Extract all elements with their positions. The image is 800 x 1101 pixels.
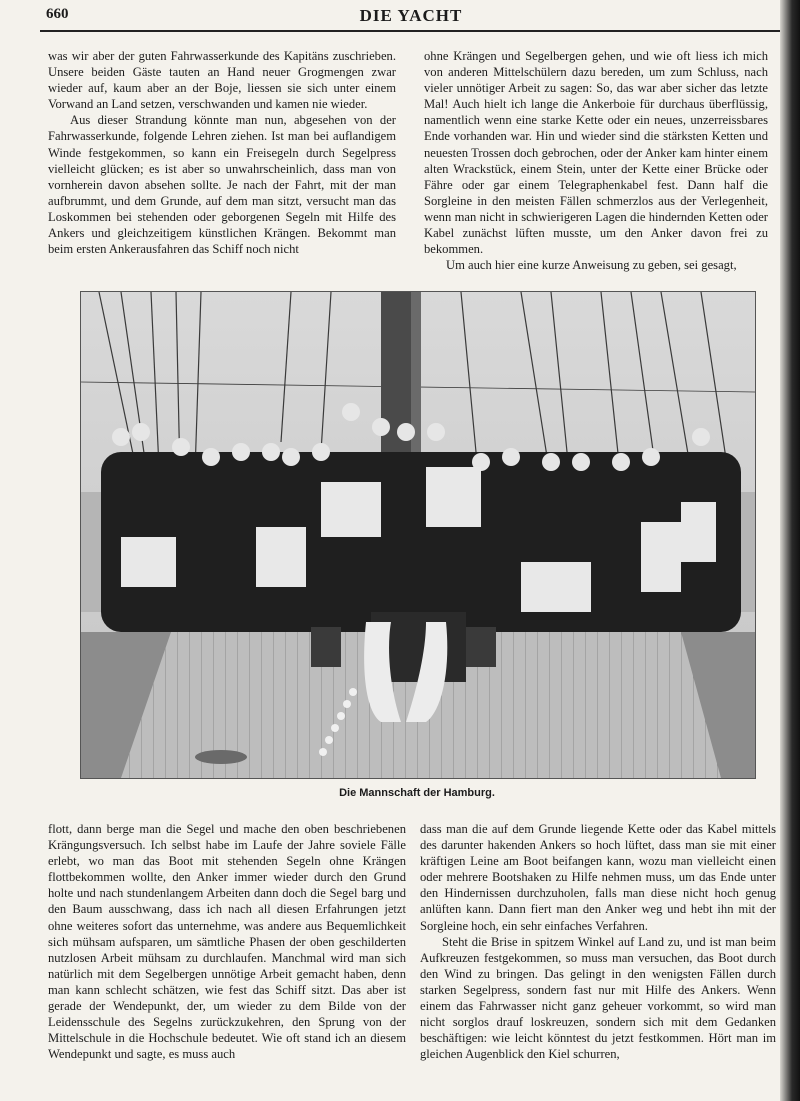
paragraph: ohne Krängen und Segelbergen gehen, und wie oft liess ich mich von anderen Mittelschülern dazu bereden, um zum Schluss, nach vieler unnötiger Arbeit zu sagen: So, das war aber sicher das letzte Mal! Auch hielt ich lange die Ankerboie für durchaus überflüssig, namentlich wenn eine starke Kette oder ein neues, unzerreissbares Ende vorhanden war. Hin und wieder sind die stärksten Ketten und neuesten Trossen doch gebrochen, oder der Anker kam hinter einem alten Wrackstück, einem Stein, unter der Kette einer Brücke oder Fähre oder gar einem Telegraphenkabel fest. Dann half die Sorgleine in den meisten Fällen schmerzlos aus der Verlegenheit, wenn man nicht in schwierigeren Lagen die hindernden Ketten oder Kabel zunächst lüften musste, um den Anker davon frei zu bekommen. (424, 49, 768, 257)
page-number: 660 (46, 6, 69, 22)
crew-photo (80, 291, 756, 779)
photo-caption: Die Mannschaft der Hamburg. (339, 787, 495, 799)
paragraph: Steht die Brise in spitzem Winkel auf Land zu, und ist man beim Aufkreuzen festgekommen, so muss man versuchen, das Boot durch den Wind zu bringen. Das gelingt in den wenigsten Fällen durch starken Segelpress, sondern fast nur mit Hilfe des Ankers. Wenn einem das Fahrwasser nicht ganz geheuer vorkommt, so wird man nicht sorglos drauf loskreuzen, sondern sich mit dem Gedanken beschäftigen: wie leicht könntest du jetzt festkommen. Hört man im gleichen Augenblick den Kiel schurren, (420, 934, 776, 1062)
paragraph: dass man die auf dem Grunde liegende Kette oder das Kabel mittels des darunter hakenden Ankers so hoch lüftet, dass man sie mit einer kräftigen Leine am Boot beifangen kann, wozu man vielleicht einen oder mehrere Bootshaken zu Hilfe nehmen muss, um das Ende unter den Hindernissen durchzuholen, falls man diese nicht hoch genug anlüften kann. Dann fiert man den Anker weg und hebt ihn mit der Sorgleine hoch, ein sehr einfaches Verfahren. (420, 822, 776, 933)
column-bottom-right (420, 821, 776, 1062)
column-top-left (48, 48, 396, 257)
page-header (46, 6, 776, 28)
column-bottom-left (48, 821, 406, 1062)
paragraph: Um auch hier eine kurze Anweisung zu geben, sei gesagt, (446, 258, 737, 273)
journal-title: DIE YACHT (359, 6, 463, 25)
header-rule (40, 30, 780, 32)
crew-photo-illustration (81, 292, 755, 778)
column-top-right (424, 48, 768, 273)
paragraph: was wir aber der guten Fahrwasserkunde des Kapitäns zuschrieben. Unsere beiden Gäste tauten an Hand neuer Grogmengen zwar wieder auf, kaum aber an der Boje, liessen sie sich unter einem Vorwand an Land setzen, verschwanden und kamen nie wieder. (48, 49, 396, 112)
paragraph: Aus dieser Strandung könnte man nun, abgesehen von der Fahrwasserkunde, folgende Lehren ziehen. Ist man bei auflandigem Winde festgekommen, so kann ein Freisegeln durch Segelpress vielleicht glücken; es ist aber so unwahrscheinlich, dass man von vornherein davon absehen sollte. Je nach der Fahrt, mit der man aufbrummt, und dem Grunde, auf dem man sitzt, versucht man das Loskommen bei stehenden oder geborgenen Segeln mit Hilfe des Ankers und gleichzeitigem künstlichen Krängen. Bekommt man beim ersten Ankerausfahren das Schiff noch nicht (48, 113, 396, 257)
binding-edge (780, 0, 800, 1101)
paragraph: flott, dann berge man die Segel und mache den oben beschriebenen Krängungsversuch. Ich selbst habe im Laufe der Jahre soviele Fälle erlebt, wo man das Boot mit stehenden Segeln ohne Krängen flottbekommen wollte, den Anker immer wieder durch den Grund holte und nach stundenlangem Arbeiten dann doch die Segel barg und den Baum ausschwang, dass ich nach all diesen Erfahrungen jetzt ohne weiteres sofort das unternehme, was andere aus Bequemlichkeit sich mühsam aufsparen, um sämtliche Phasen der oben geschilderten nutzlosen Arbeit mühsam zu durchlaufen. Manchmal wird man sich natürlich mit dem Segelbergen unnötige Arbeit gemacht haben, denn man kann schlecht schätzen, wie fest das Schiff sitzt. Das aber ist gerade der Wendepunkt, der, um wieder zu dem Bilde von der Leidensschule des Segelns zurückzukehren, den Sprung von der Mittelschule in die Hochschule bedeutet. Wie oft stand ich an diesem Wendepunkt und sagte, es muss auch (48, 822, 406, 1062)
